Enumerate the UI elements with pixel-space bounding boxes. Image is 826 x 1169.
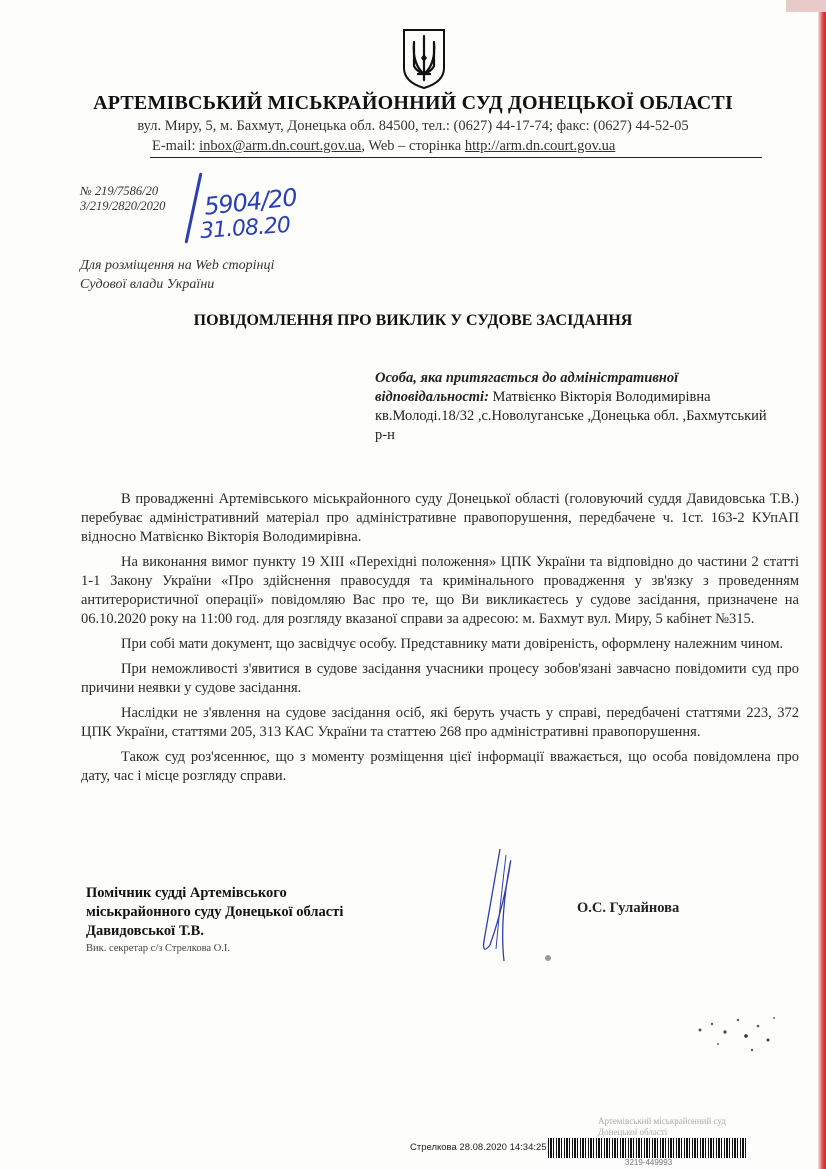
- party-label: Особа, яка притягається до адміністративної відповідальності:: [375, 370, 679, 405]
- handwritten-registration: [186, 172, 316, 252]
- web-note-line-2: Судової влади України: [80, 277, 215, 292]
- paragraph-3: При собі мати документ, що засвідчує особу. Представнику мати довіреність, оформлену належним чином.: [121, 636, 784, 652]
- web-publication-note: [80, 256, 274, 294]
- paragraph-6: Також суд роз'ясеннює, що з моменту розміщення цієї інформації вважається, що особа повідомлена про дату, час і місце розгляду справи.: [81, 749, 799, 784]
- court-contacts: [152, 138, 615, 155]
- email-label: E-mail:: [152, 138, 200, 154]
- scan-speck: [545, 955, 551, 961]
- signatory-line-3: Давидовської Т.В.: [86, 923, 204, 939]
- stamp-residue: [690, 1010, 780, 1060]
- paragraph-4: При неможливості з'явитися в судове засідання учасники процесу зобов'язані завчасно повідомити суд про причини неявки у судове засідання.: [81, 661, 799, 696]
- signer-name: О.С. Гулайнова: [577, 900, 680, 916]
- case-number-2: 3/219/2820/2020: [80, 199, 166, 213]
- court-name: АРТЕМІВСЬКИЙ МІСЬКРАЙОННИЙ СУД ДОНЕЦЬКОЇ ОБЛАСТІ: [93, 92, 733, 114]
- handwritten-number: 5904/20: [202, 183, 298, 221]
- paragraph-5: Наслідки не з'явлення на судове засідання осіб, які беруть участь у справі, передбачені статтями 223, 372 ЦПК України, статтями 205, 313 КАС України та статтею 268 про адміністративні правопорушення.: [81, 705, 799, 740]
- signatory-line-2: міськрайонного суду Донецької області: [86, 904, 344, 920]
- paragraph-1: В провадженні Артемівського міськрайонного суду Донецької області (головуючий суддя Давидовська Т.В.) перебуває адміністративний матеріал про адміністративне правопорушення, передбачене ч. 1ст. 163-2 КУпАП відносно Матвієнко Вікторія Володимирівна.: [81, 491, 799, 545]
- barcode-number: 3219-449993: [625, 1158, 673, 1167]
- secretary-note: Вик. секретар с/з Стрелкова О.І.: [86, 943, 231, 954]
- party-name: Матвієнко Вікторія Володимирівна: [488, 389, 711, 405]
- signatory-title: [86, 884, 343, 941]
- trident-emblem-icon: [400, 28, 448, 90]
- document-title: ПОВІДОМЛЕННЯ ПРО ВИКЛИК У СУДОВЕ ЗАСІДАННЯ: [193, 312, 633, 329]
- handwritten-signature: [470, 845, 560, 965]
- stamp-line-1: Артемівський міськрайонний суд: [598, 1116, 726, 1126]
- scan-edge: [818, 0, 826, 1169]
- barcode: [548, 1138, 748, 1158]
- header-divider: [150, 157, 762, 158]
- notice-body: [81, 490, 799, 792]
- court-address: вул. Миру, 5, м. Бахмут, Донецька обл. 84500, тел.: (0627) 44-17-74; факс: (0627) 44-52-05: [137, 118, 689, 134]
- stamp-line-2: Донецької області: [598, 1127, 668, 1137]
- email-link: inbox@arm.dn.court.gov.ua: [199, 138, 362, 154]
- handwritten-date: 31.08.20: [199, 212, 291, 245]
- case-number-1: № 219/7586/20: [80, 184, 159, 198]
- stamp-text: [598, 1116, 726, 1138]
- party-address: кв.Молоді.18/32 ,с.Новолуганське ,Донецька обл. ,Бахмутський р-н: [375, 408, 767, 443]
- party-block: [375, 369, 775, 445]
- scan-edge-top: [786, 0, 826, 12]
- case-numbers: [80, 184, 165, 214]
- print-info: Стрелкова 28.08.2020 14:34:25: [410, 1142, 547, 1153]
- signatory-line-1: Помічник судді Артемівського: [86, 885, 287, 901]
- web-label: , Web – сторінка: [361, 138, 465, 154]
- web-note-line-1: Для розміщення на Web сторінці: [80, 258, 275, 273]
- paragraph-2: На виконання вимог пункту 19 ХІІІ «Перехідні положення» ЦПК України та відповідно до частини 2 статті 1-1 Закону України «Про здійснення правосуддя та кримінального провадження у зв'язку з проведенням антитерористичної операції» повідомляю Вас про те, що Ви викликаєтесь у судове засідання, призначене на 06.10.2020 року на 11:00 год. для розгляду вказаної справи за адресою: м. Бахмут вул. Миру, 5 кабінет №315.: [81, 554, 799, 627]
- web-link: http://arm.dn.court.gov.ua: [464, 138, 616, 154]
